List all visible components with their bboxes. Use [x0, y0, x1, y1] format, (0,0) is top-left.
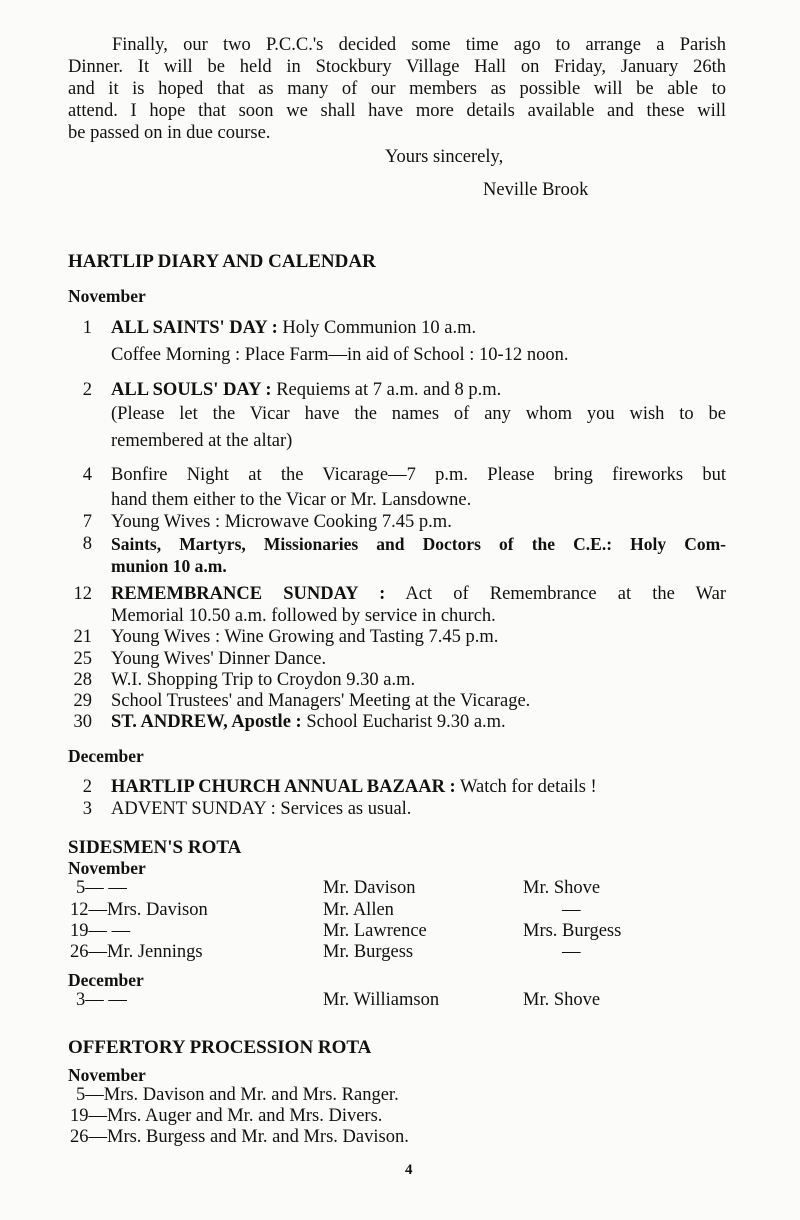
letter-line-1: Finally, our two P.C.C.'s decided some time ago to arrange a Parish [112, 35, 726, 55]
offertory-title: OFFERTORY PROCESSION ROTA [68, 1037, 372, 1058]
nov-day: 4 [82, 465, 92, 485]
dec-day: 2 [82, 777, 92, 797]
offertory-row: 19—Mrs. Auger and Mr. and Mrs. Divers. [70, 1106, 383, 1126]
nov-entry: ST. ANDREW, Apostle : School Eucharist 9.30 a.m. [111, 712, 506, 732]
nov-entry: Coffee Morning : Place Farm—in aid of School : 10-12 noon. [111, 345, 569, 365]
letter-line-2: Dinner. It will be held in Stockbury Village Hall on Friday, January 26th [68, 57, 726, 77]
sidesmen-date: 19— — [70, 921, 131, 941]
sidesmen-title: SIDESMEN'S ROTA [68, 837, 242, 858]
sidesmen-name: Mr. Davison [323, 878, 416, 898]
sidesmen-date: 5— — [76, 878, 127, 898]
nov-entry: W.I. Shopping Trip to Croydon 9.30 a.m. [111, 670, 416, 690]
sidesmen-name: Mrs. Burgess [523, 921, 622, 941]
nov-entry: Bonfire Night at the Vicarage—7 p.m. Please bring fireworks but [111, 465, 726, 485]
diary-november-label: November [68, 286, 146, 306]
nov-entry: REMEMBRANCE SUNDAY : Act of Remembrance at the War [111, 584, 726, 604]
dec-day: 3 [82, 799, 92, 819]
nov-entry: ALL SAINTS' DAY : Holy Communion 10 a.m. [111, 318, 477, 338]
nov-day: 2 [82, 380, 92, 400]
nov-day: 29 [73, 691, 92, 711]
nov-day: 30 [73, 712, 92, 732]
dec-entry: ADVENT SUNDAY : Services as usual. [111, 799, 412, 819]
letter-closing: Yours sincerely, [385, 147, 504, 167]
offertory-row: 5—Mrs. Davison and Mr. and Mrs. Ranger. [76, 1085, 399, 1105]
nov-day: 25 [73, 649, 92, 669]
nov-entry: Young Wives' Dinner Dance. [111, 649, 327, 669]
sidesmen-date: 26—Mr. Jennings [70, 942, 203, 962]
sidesmen-date: 12—Mrs. Davison [70, 900, 208, 920]
sidesmen-december-label: December [68, 970, 144, 990]
page-number: 4 [405, 1162, 413, 1178]
nov-entry: remembered at the altar) [111, 431, 293, 451]
sidesmen-name: Mr. Shove [523, 990, 601, 1010]
dec-entry: HARTLIP CHURCH ANNUAL BAZAAR : Watch for details ! [111, 777, 597, 797]
sidesmen-name: Mr. Lawrence [323, 921, 427, 941]
sidesmen-name: Mr. Burgess [323, 942, 414, 962]
nov-entry: Saints, Martyrs, Missionaries and Doctors of the C.E.: Holy Com- [111, 534, 726, 554]
nov-day: 8 [82, 534, 92, 554]
nov-entry: Young Wives : Microwave Cooking 7.45 p.m. [111, 512, 452, 532]
letter-signature: Neville Brook [483, 180, 589, 200]
sidesmen-name: Mr. Shove [523, 878, 601, 898]
nov-entry: Memorial 10.50 a.m. followed by service in church. [111, 606, 496, 626]
letter-line-3: and it is hoped that as many of our members as possible will be able to [68, 79, 726, 99]
diary-december-label: December [68, 746, 144, 766]
nov-day: 12 [73, 584, 92, 604]
sidesmen-name: Mr. Williamson [323, 990, 440, 1010]
letter-line-5: be passed on in due course. [68, 123, 271, 143]
offertory-row: 26—Mrs. Burgess and Mr. and Mrs. Davison. [70, 1127, 409, 1147]
diary-title: HARTLIP DIARY AND CALENDAR [68, 251, 376, 272]
nov-entry: hand them either to the Vicar or Mr. Lansdowne. [111, 490, 472, 510]
nov-day: 7 [82, 512, 92, 532]
nov-entry: munion 10 a.m. [111, 556, 227, 576]
offertory-november-label: November [68, 1065, 146, 1085]
nov-day: 21 [73, 627, 92, 647]
nov-entry: Young Wives : Wine Growing and Tasting 7.45 p.m. [111, 627, 499, 647]
nov-entry: School Trustees' and Managers' Meeting at the Vicarage. [111, 691, 531, 711]
sidesmen-name: — [562, 900, 581, 920]
nov-day: 1 [82, 318, 92, 338]
sidesmen-date: 3— — [76, 990, 127, 1010]
nov-entry: (Please let the Vicar have the names of any whom you wish to be [111, 404, 726, 424]
nov-entry: ALL SOULS' DAY : Requiems at 7 a.m. and 8 p.m. [111, 380, 502, 400]
sidesmen-name: — [562, 942, 581, 962]
sidesmen-november-label: November [68, 858, 146, 878]
letter-line-4: attend. I hope that soon we shall have more details available and these will [68, 101, 726, 121]
sidesmen-name: Mr. Allen [323, 900, 394, 920]
nov-day: 28 [73, 670, 92, 690]
